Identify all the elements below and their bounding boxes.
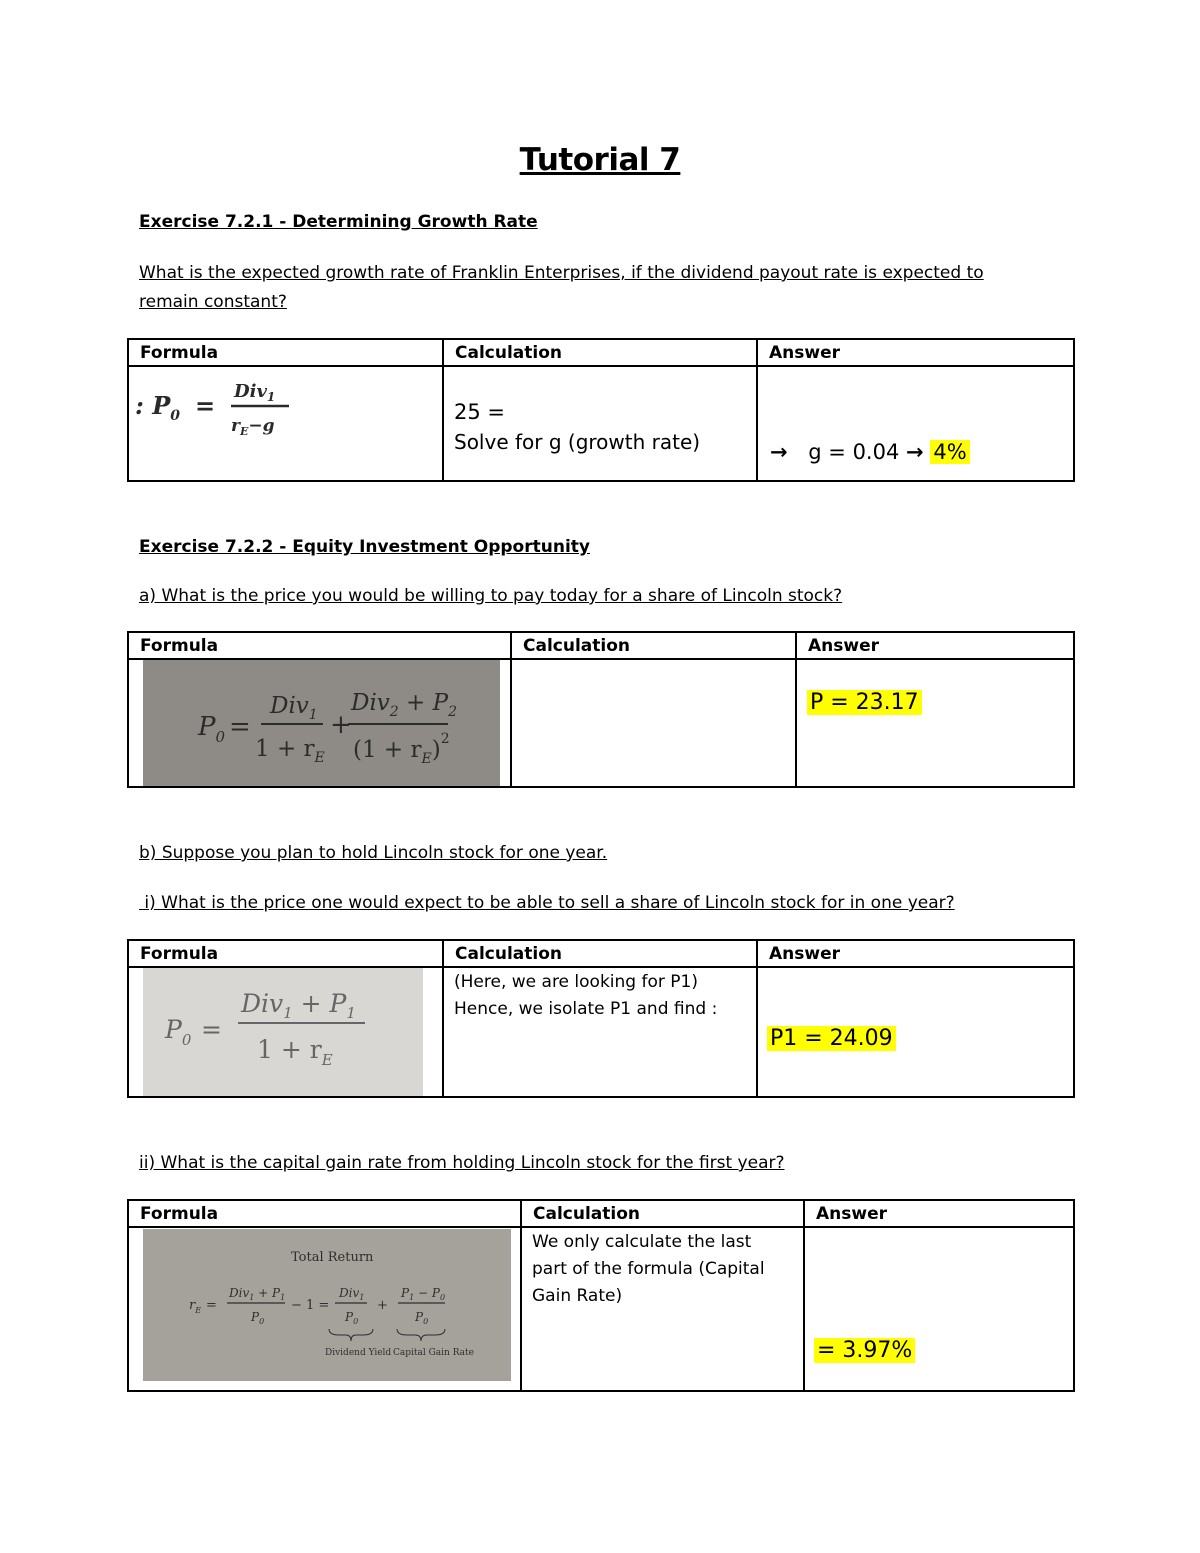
- formula-cell: [128, 967, 443, 1097]
- header-answer: Answer: [757, 339, 1074, 366]
- formula-image: [143, 968, 423, 1097]
- header-formula: Formula: [128, 632, 511, 659]
- header-calculation: Calculation: [511, 632, 796, 659]
- formula-lhs: $r_E$: [189, 1298, 202, 1315]
- arrow-icon: →: [906, 440, 924, 464]
- exercise-2b-ii-question: ii) What is the capital gain rate from holding Lincoln stock for the first year?: [139, 1153, 785, 1173]
- formula-title: Total Return: [291, 1250, 374, 1265]
- calc-line2: part of the formula (Capital: [532, 1259, 765, 1279]
- answer-highlight: 4%: [930, 440, 969, 464]
- exercise-1-question-line1: What is the expected growth rate of Franklin Enterprises, if the dividend payout rate is expected to: [139, 263, 984, 283]
- exercise-1-question-line2: remain constant?: [139, 292, 287, 312]
- calculation-cell: [511, 659, 796, 787]
- formula-image: [131, 369, 301, 439]
- calc-line3: Gain Rate): [532, 1286, 623, 1306]
- exercise-2-heading: Exercise 7.2.2 - Equity Investment Opportunity: [139, 537, 590, 557]
- formula-equals: =: [201, 1015, 222, 1044]
- exercise-2b-ii-table: [127, 1199, 1075, 1392]
- header-formula: Formula: [128, 1200, 521, 1227]
- formula-cell: [128, 1227, 521, 1391]
- answer-highlight: = 3.97%: [814, 1338, 915, 1363]
- header-answer: Answer: [796, 632, 1074, 659]
- formula-equals: =: [229, 712, 251, 742]
- term1-numerator: Div$_1$: [270, 693, 318, 723]
- page-title: Tutorial 7: [519, 142, 681, 178]
- answer-highlight: P = 23.17: [807, 690, 922, 715]
- formula-lhs: $P_0$: [198, 712, 226, 746]
- formula-numerator: $Div_1 + P_1$: [241, 989, 356, 1022]
- term1-numerator: $Div_1 + P_1$: [229, 1286, 286, 1302]
- calc-line1: (Here, we are looking for P1): [454, 972, 698, 992]
- header-formula: Formula: [128, 339, 443, 366]
- exercise-2a-question: a) What is the price you would be willing to pay today for a share of Lincoln stock?: [139, 586, 843, 606]
- calc-line1: We only calculate the last: [532, 1232, 752, 1252]
- header-calculation: Calculation: [443, 339, 757, 366]
- formula-minus-one: − 1 =: [291, 1298, 330, 1313]
- answer-text: [770, 437, 970, 467]
- formula-denominator: $r_E-g$: [231, 416, 275, 438]
- calculation-cell: [521, 1227, 804, 1391]
- term3-numerator: $P_1 - P_0$: [401, 1286, 446, 1302]
- formula-denominator: $1 + r_E$: [257, 1035, 333, 1069]
- label-dividend-yield: Dividend Yield: [325, 1348, 392, 1358]
- answer-cell: [804, 1227, 1074, 1391]
- formula-numerator: Div$_1$: [234, 381, 276, 404]
- term2-numerator: $Div_2 + P_2$: [351, 690, 458, 720]
- header-calculation: Calculation: [521, 1200, 804, 1227]
- answer-cell: [757, 366, 1074, 481]
- calculation-cell: [443, 967, 757, 1097]
- formula-lhs: $P_0$: [165, 1015, 192, 1049]
- formula-image: [143, 1229, 511, 1381]
- answer-highlight: P1 = 24.09: [767, 1026, 896, 1051]
- calc-line2: Solve for g (growth rate): [454, 430, 701, 454]
- term2-numerator: Div$_1$: [339, 1286, 365, 1302]
- term2-denominator: $(1 + r_E)^2$: [353, 731, 450, 767]
- header-answer: Answer: [804, 1200, 1074, 1227]
- exercise-1-table: [127, 338, 1075, 482]
- formula-image: [143, 660, 500, 787]
- exercise-2b-i-question: i) What is the price one would expect to be able to sell a share of Lincoln stock for in one year?: [139, 893, 955, 913]
- answer-cell: [796, 659, 1074, 787]
- term2-denominator: $P_0$: [345, 1310, 359, 1326]
- formula-plus: +: [330, 710, 352, 740]
- arrow-icon: →: [770, 440, 788, 464]
- formula-equals: =: [195, 391, 216, 420]
- term1-denominator: $P_0$: [251, 1310, 265, 1326]
- label-capital-gain-rate: Capital Gain Rate: [393, 1348, 474, 1358]
- exercise-2b-intro: b) Suppose you plan to hold Lincoln stock for one year.: [139, 843, 608, 863]
- exercise-2a-table: [127, 631, 1075, 788]
- exercise-1-heading: Exercise 7.2.1 - Determining Growth Rate: [139, 212, 538, 232]
- calc-line2: Hence, we isolate P1 and find :: [454, 999, 718, 1019]
- calc-line1: 25 =: [454, 400, 505, 424]
- answer-text: [767, 1024, 896, 1054]
- calculation-cell: [443, 366, 757, 481]
- formula-prefix: : $P_0$: [135, 391, 181, 424]
- answer-text: [814, 1336, 915, 1366]
- formula-plus: +: [377, 1298, 388, 1313]
- formula-equals: =: [206, 1298, 217, 1313]
- header-calculation: Calculation: [443, 940, 757, 967]
- exercise-2b-i-table: [127, 939, 1075, 1098]
- answer-cell: [757, 967, 1074, 1097]
- term3-denominator: $P_0$: [415, 1310, 429, 1326]
- formula-cell: [128, 366, 443, 481]
- header-formula: Formula: [128, 940, 443, 967]
- answer-growth: g = 0.04: [808, 440, 900, 464]
- term1-denominator: $1 + r_E$: [255, 736, 325, 766]
- formula-cell: [128, 659, 511, 787]
- answer-text: [807, 688, 922, 718]
- header-answer: Answer: [757, 940, 1074, 967]
